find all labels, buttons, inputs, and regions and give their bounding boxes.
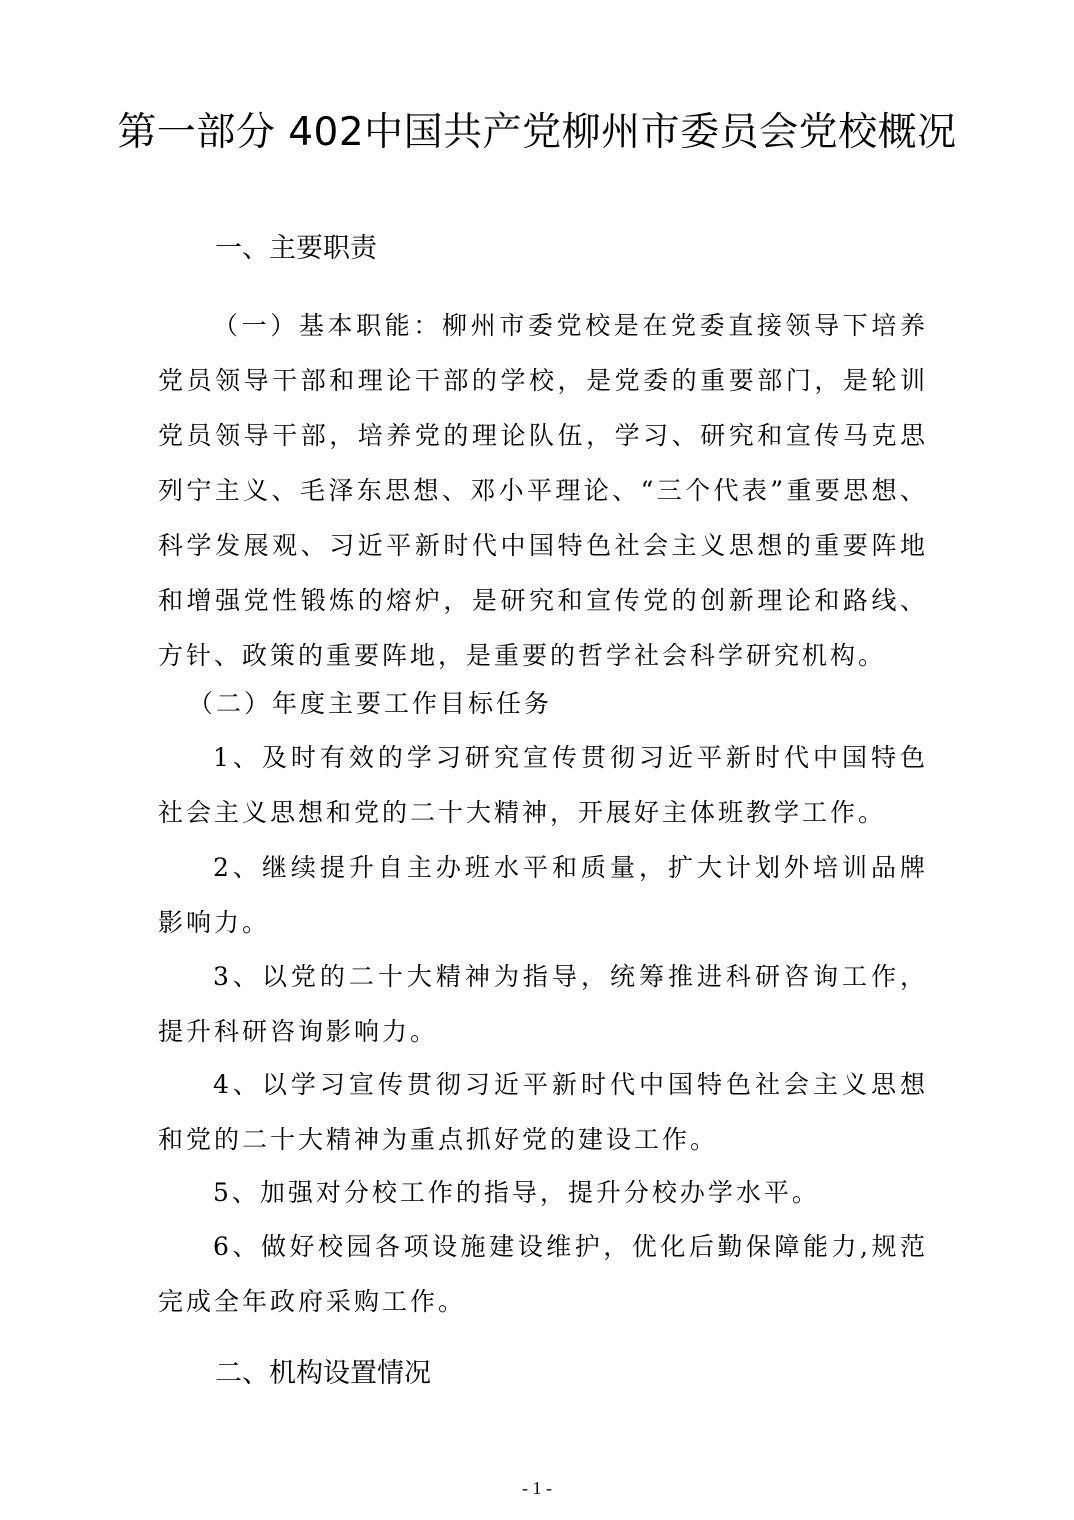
task-item-6: 6、做好校园各项设施建设维护，优化后勤保障能力,规范完成全年政府采购工作。 — [158, 1232, 928, 1316]
task-item-5: 5、加强对分校工作的指导，提升分校办学水平。 — [213, 1178, 820, 1207]
section-heading-main-duties: 一、主要职责 — [215, 233, 377, 264]
task-item-4: 4、以学习宣传贯彻习近平新时代中国特色社会主义思想和党的二十大精神为重点抓好党的建设工作。 — [158, 1070, 928, 1154]
annual-tasks-heading: （二）年度主要工作目标任务 — [188, 689, 553, 718]
task-item-3: 3、以党的二十大精神为指导，统筹推进科研咨询工作，提升科研咨询影响力。 — [158, 962, 928, 1046]
page-number: - 1 - — [522, 1478, 552, 1498]
basic-function-paragraph: （一）基本职能：柳州市委党校是在党委直接领导下培养党员领导干部和理论干部的学校，是党委的重要部门，是轮训党员领导干部，培养党的理论队伍，学习、研究和宣传马克思列宁主义、毛泽东思想、邓小平理论、“三个代表”重要思想、科学发展观、习近平新时代中国特色社会主义思想的重要阵地和增强党性锻炼的熔炉，是研究和宣传党的创新理论和路线、方针、政策的重要阵地，是重要的哲学社会科学研究机构。 — [158, 311, 928, 670]
section-heading-organization: 二、机构设置情况 — [215, 1358, 431, 1389]
task-item-2: 2、继续提升自主办班水平和质量，扩大计划外培训品牌影响力。 — [158, 853, 928, 937]
page-title: 第一部分 402中国共产党柳州市委员会党校概况 — [117, 110, 957, 155]
task-item-1: 1、及时有效的学习研究宣传贯彻习近平新时代中国特色社会主义思想和党的二十大精神，开展好主体班教学工作。 — [158, 743, 928, 827]
